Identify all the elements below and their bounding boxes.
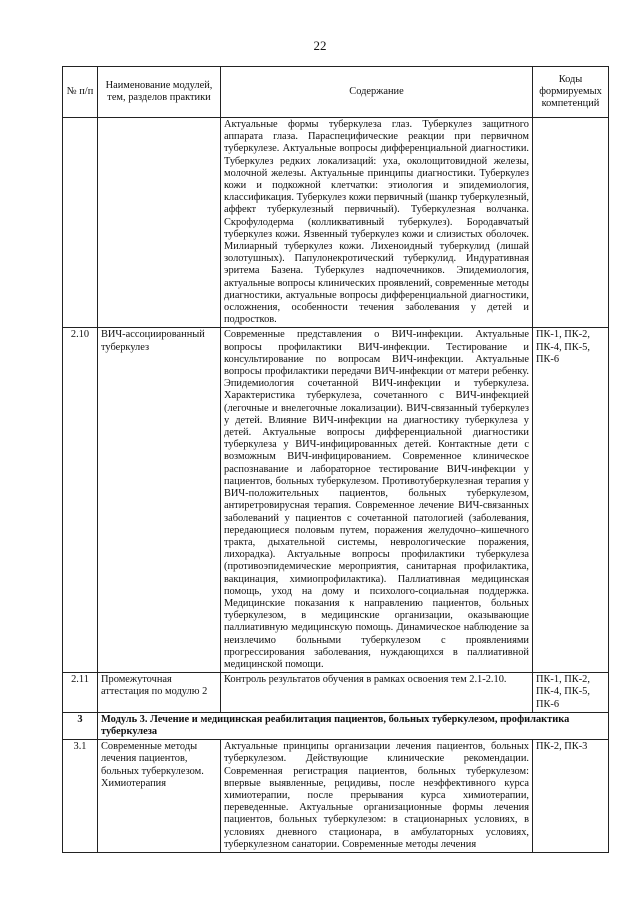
row-name: ВИЧ-ассоциированный туберкулез (98, 328, 221, 673)
header-content: Содержание (221, 67, 533, 118)
row-codes: ПК-1, ПК-2, ПК-4, ПК-5, ПК-6 (533, 328, 609, 673)
table-row (63, 673, 609, 713)
table-row (63, 740, 609, 853)
table-row (63, 118, 609, 328)
row-content: Актуальные принципы организации лечения пациентов, больных туберкулезом. Действующие клинические рекомендации. Современная регистрация пациентов, больных туберкулезом: впервые выявленные, рецидивы, после неэффективного курса химиотерапии, после прерывания курса химиотерапии, переведенные. Актуальные организационные формы лечения пациентов, больных туберкулезом: в стационарных условиях, в условиях дневного стационара, в амбулаторных условиях, туберкулезном санатории. Современные методы лечения (221, 740, 533, 853)
module-num: 3 (63, 712, 98, 739)
row-codes: ПК-1, ПК-2, ПК-4, ПК-5, ПК-6 (533, 673, 609, 713)
header-codes: Коды формируемых компетенций (533, 67, 609, 118)
row-name: Современные методы лечения пациентов, больных туберкулезом. Химиотерапия (98, 740, 221, 853)
row-num (63, 118, 98, 328)
row-content: Контроль результатов обучения в рамках освоения тем 2.1-2.10. (221, 673, 533, 713)
row-name (98, 118, 221, 328)
row-codes (533, 118, 609, 328)
row-num: 2.10 (63, 328, 98, 673)
row-name: Промежуточная аттестация по модулю 2 (98, 673, 221, 713)
row-content: Современные представления о ВИЧ-инфекции. Актуальные вопросы профилактики ВИЧ-инфекции. Тестирование и консультирование по вопросам ВИЧ-инфекции. Актуальные вопросы профилактики передачи ВИЧ-инфекции от матери ребенку. Эпидемиология сочетанной ВИЧ-инфекции и туберкулеза. Характеристика туберкулеза, сочетанного с ВИЧ-инфекцией (легочные и внелегочные локализации). ВИЧ-связанный туберкулез у детей. Влияние ВИЧ-инфекции на диагностику туберкулеза у детей. Актуальные вопросы дифференциальной диагностики туберкулеза у ВИЧ-инфицированных детей. Контактные дети с возможным ВИЧ-инфицированием. Современное клиническое распознавание и лабораторное тестирование ВИЧ-инфекции у пациентов, больных туберкулезом. Противотуберкулезная терапия у ВИЧ-положительных пациентов, больных туберкулезом, антиретровирусная терапия. Современное лечение ВИЧ-связанных заболеваний у пациентов с сочетанной патологией (заболевания, передающиеся половым путем, поражения желудочно–кишечного тракта, дыхательной системы, неврологические поражения, лихорадка). Актуальные вопросы профилактики туберкулеза (противоэпидемические мероприятия, санитарная профилактика, вакцинация, химиопрофилактика). Паллиативная медицинская помощь, уход на дому и психолого-социальная поддержка. Медицинские показания к направлению пациентов, больных туберкулезом, в медицинские организации, оказывающие паллиативную медицинскую помощь. Динамическое наблюдение за неизлечимо больными туберкулезом с проявлениями прогрессирования заболевания, нуждающихся в паллиативной медицинской помощи. (221, 328, 533, 673)
header-name: Наименование модулей, тем, разделов практики (98, 67, 221, 118)
table-header-row (63, 67, 609, 118)
row-num: 2.11 (63, 673, 98, 713)
header-num: № п/п (63, 67, 98, 118)
page-number: 22 (313, 38, 327, 53)
module-row (63, 712, 609, 739)
module-title: Модуль 3. Лечение и медицинская реабилитация пациентов, больных туберкулезом, профилактика туберкулеза (98, 712, 609, 739)
row-codes: ПК-2, ПК-3 (533, 740, 609, 853)
row-content: Актуальные формы туберкулеза глаз. Туберкулез защитного аппарата глаза. Параспецифические реакции при первичном туберкулезе. Актуальные вопросы дифференциальной диагностики. Туберкулез редких локализаций: уха, околощитовидной железы, молочной железы. Актуальные принципы диагностики. Туберкулез кожи и подкожной клетчатки: этиология и эпидемиология, классификация. Туберкулез кожи первичный (шанкр туберкулезный, аффект туберкулезный первичный). Туберкулезная волчанка. Скрофулодерма (колликвативный туберкулез). Бородавчатый туберкулез кожи. Язвенный туберкулез кожи и слизистых оболочек. Милиарный туберкулез кожи. Лихеноидный туберкулид (лишай золотушных). Папулонекротический туберкулид. Индуративная эритема Базена. Туберкулез надпочечников. Эпидемиология, актуальные вопросы клинических проявлений, современные методы диагностики, актуальные вопросы дифференциальной диагностики, осложнения, особенности течения заболевания у детей и подростков. (221, 118, 533, 328)
row-num: 3.1 (63, 740, 98, 853)
table-row (63, 328, 609, 673)
curriculum-table (62, 66, 609, 853)
